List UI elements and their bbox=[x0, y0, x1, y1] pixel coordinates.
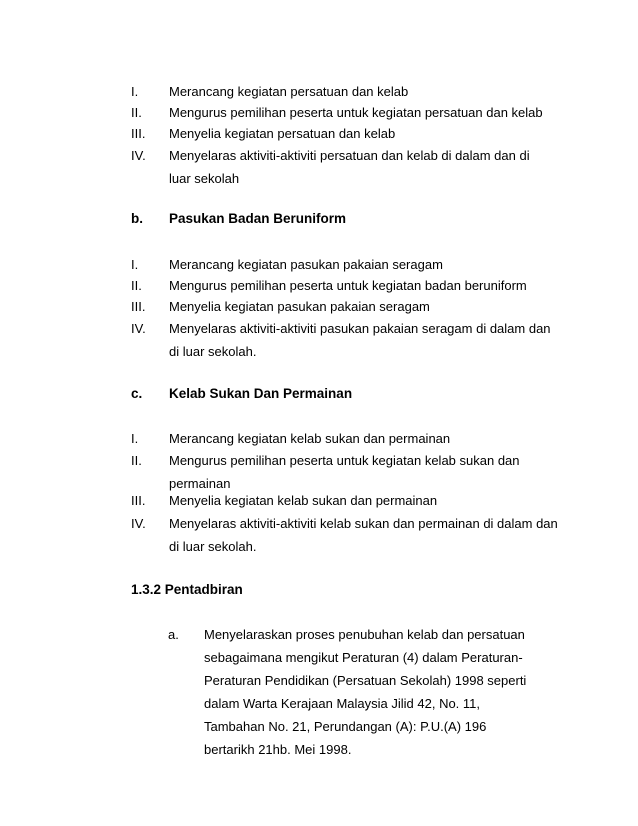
item-text: Mengurus pemilihan peserta untuk kegiatan kelab sukan dan permainan bbox=[169, 453, 520, 491]
item-number: IV. bbox=[131, 321, 146, 336]
item-number: III. bbox=[131, 126, 146, 141]
list-item bbox=[131, 489, 571, 512]
item-text: Merancang kegiatan pasukan pakaian seragam bbox=[169, 257, 443, 272]
item-text: Menyelaras aktiviti-aktiviti persatuan dan kelab di dalam dan di luar sekolah bbox=[169, 148, 530, 186]
list-item bbox=[168, 623, 538, 761]
list-item bbox=[131, 101, 571, 124]
item-number: a. bbox=[168, 627, 179, 642]
item-number: I. bbox=[131, 84, 139, 99]
item-number: IV. bbox=[131, 516, 146, 531]
item-text: Menyelia kegiatan persatuan dan kelab bbox=[169, 126, 396, 141]
item-text: Menyelaraskan proses penubuhan kelab dan persatuan sebagaimana mengikut Peraturan (4) dalam Peraturan-Peraturan Pendidikan (Persatuan Sekolah) 1998 seperti dalam Warta Kerajaan Malaysia Jilid 42, No. 11, Tambahan No. 21, Perundangan (A): P.U.(A) 196 bertarikh 21hb. Mei 1998. bbox=[204, 627, 527, 757]
item-text: Menyelia kegiatan pasukan pakaian seragam bbox=[169, 299, 430, 314]
item-number: II. bbox=[131, 278, 142, 293]
section-heading-c bbox=[131, 384, 352, 404]
item-number: IV. bbox=[131, 148, 146, 163]
list-item bbox=[131, 512, 561, 558]
item-number: III. bbox=[131, 299, 146, 314]
section-title: Kelab Sukan Dan Permainan bbox=[169, 386, 353, 401]
item-number: I. bbox=[131, 431, 139, 446]
list-item bbox=[131, 427, 571, 450]
list-item bbox=[131, 80, 571, 103]
item-text: Merancang kegiatan kelab sukan dan permainan bbox=[169, 431, 451, 446]
list-item bbox=[131, 144, 551, 190]
section-number: b. bbox=[131, 211, 143, 226]
item-number: II. bbox=[131, 453, 142, 468]
item-number: III. bbox=[131, 493, 146, 508]
section-title: Pasukan Badan Beruniform bbox=[169, 211, 347, 226]
item-text: Menyelia kegiatan kelab sukan dan permainan bbox=[169, 493, 438, 508]
list-item bbox=[131, 317, 561, 363]
item-text: Menyelaras aktiviti-aktiviti kelab sukan dan permainan di dalam dan di luar sekolah. bbox=[169, 516, 558, 554]
list-item bbox=[131, 295, 571, 318]
section-heading-b bbox=[131, 209, 346, 229]
subsection-heading: 1.3.2 Pentadbiran bbox=[131, 582, 243, 597]
section-number: c. bbox=[131, 386, 143, 401]
item-number: I. bbox=[131, 257, 139, 272]
item-number: II. bbox=[131, 105, 142, 120]
item-text: Mengurus pemilihan peserta untuk kegiatan persatuan dan kelab bbox=[169, 105, 543, 120]
list-item bbox=[131, 253, 571, 276]
item-text: Merancang kegiatan persatuan dan kelab bbox=[169, 84, 409, 99]
item-text: Menyelaras aktiviti-aktiviti pasukan pakaian seragam di dalam dan di luar sekolah. bbox=[169, 321, 551, 359]
item-text: Mengurus pemilihan peserta untuk kegiatan badan beruniform bbox=[169, 278, 527, 293]
list-item bbox=[131, 274, 571, 297]
list-item bbox=[131, 122, 571, 145]
